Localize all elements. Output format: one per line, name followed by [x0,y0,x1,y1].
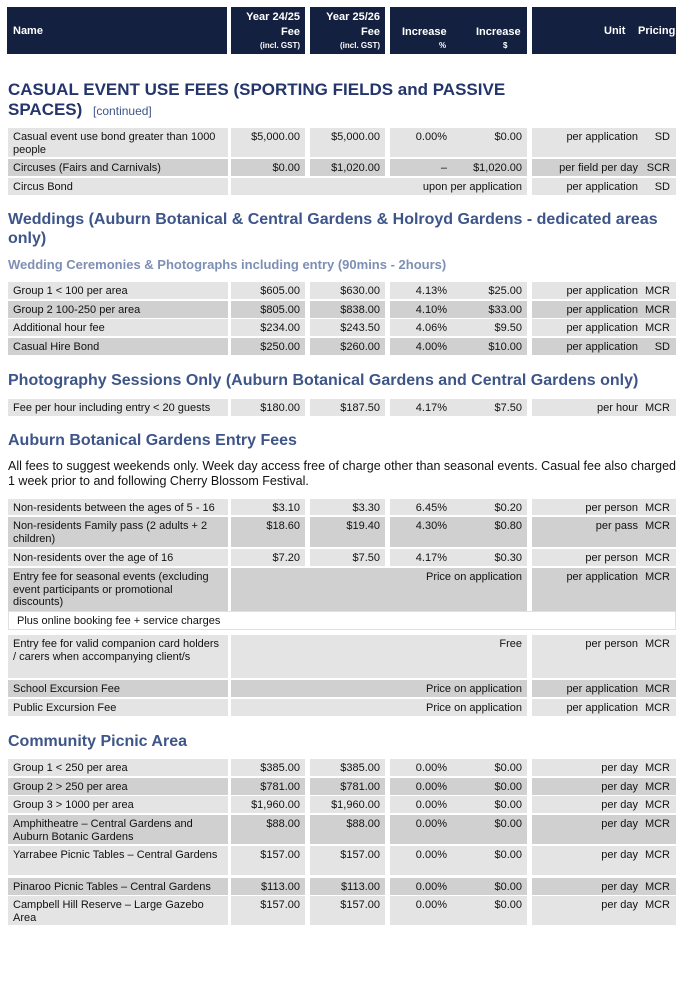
pricing-code: MCR [644,322,670,334]
unit-cell [532,778,676,795]
increase-pct: 4.13% [415,285,447,297]
pricing-code: MCR [644,799,670,811]
fee-2526-cell [310,796,385,813]
increase-pct: 0.00% [415,781,447,793]
header-name-cell [7,7,227,54]
fee-2425-cell [231,399,305,416]
fee-2526-cell [310,301,385,318]
row-name: Group 1 < 100 per area [13,285,128,297]
row-name: Group 1 < 250 per area [13,762,128,774]
fee-2526-cell [310,399,385,416]
fee-2425: $385.00 [260,762,300,774]
increase-cell [390,815,527,844]
pricing-code: MCR [644,849,670,861]
header-unit-cell [532,7,676,54]
fee-2425-cell [231,499,305,515]
name-cell [8,319,228,336]
fee-2425-cell [231,815,305,844]
unit-text: per person [585,552,638,564]
fee-2526-cell [310,549,385,566]
unit-cell [532,499,676,515]
unit-text: per application [566,181,638,193]
increase-cell [390,399,527,416]
unit-text: per application [566,571,638,583]
increase-pct: 4.06% [415,322,447,334]
unit-cell [532,878,676,895]
unit-text: per day [601,881,638,893]
row-name: Public Excursion Fee [13,702,117,714]
unit-text: per pass [595,520,638,532]
row-name: Casual Hire Bond [13,341,100,353]
unit-text: per day [601,849,638,861]
pricing-code: MCR [644,304,670,316]
unit-cell [532,159,676,176]
row-name: Circuses (Fairs and Carnivals) [13,162,161,174]
fee-2526: $781.00 [340,781,380,793]
increase-amt: $0.00 [494,818,522,830]
pricing-code: MCR [644,702,670,714]
unit-cell [532,128,676,157]
increase-cell [390,301,527,318]
fee-2526-cell [310,338,385,355]
fee-2425-cell [231,846,305,875]
increase-amt: $10.00 [488,341,522,353]
unit-cell [532,846,676,875]
increase-pct: 0.00% [415,818,447,830]
increase-pct: 4.00% [415,341,447,353]
unit-text: per application [566,702,638,714]
fee-2526: $1,960.00 [331,799,380,811]
unit-cell [532,896,676,925]
abg-booking-note-row [8,611,676,630]
increase-amt: $0.00 [494,881,522,893]
fee-2425: $157.00 [260,849,300,861]
increase-pct: 6.45% [415,502,447,514]
fee-2425-cell [231,338,305,355]
fee-2526: $7.50 [352,552,380,564]
weddings-section-title [8,210,678,248]
row-name: Fee per hour including entry < 20 guests [13,402,211,414]
row-name: Group 3 > 1000 per area [13,799,134,811]
unit-cell [532,338,676,355]
increase-amt: $0.00 [494,849,522,861]
unit-cell [532,635,676,678]
merged-fee-text: Price on application [425,702,522,714]
row-name: Yarrabee Picnic Tables – Central Gardens [13,849,218,861]
header-year2-line3: (incl. GST) [340,41,380,50]
row-name: Amphitheatre – Central Gardens and Auburn Botanic Gardens [13,818,193,843]
header-pricing: Pricing [638,25,676,37]
fee-2526: $5,000.00 [331,131,380,143]
fee-2425: $3.10 [272,502,300,514]
pricing-code: MCR [644,881,670,893]
fee-2526: $187.50 [340,402,380,414]
name-cell [8,878,228,895]
row-name: Entry fee for valid companion card holders / carers when accompanying client/s [13,638,220,663]
fee-2526-cell [310,846,385,875]
header-increase-amt-line2: $ [503,41,508,50]
fee-2526: $19.40 [346,520,380,532]
increase-cell [390,128,527,157]
fee-2425-cell [231,796,305,813]
fee-2526-cell [310,128,385,157]
name-cell [8,128,228,157]
name-cell [8,815,228,844]
fee-2526: $243.50 [340,322,380,334]
row-name: Group 2 100-250 per area [13,304,141,316]
picnic-section-title: Community Picnic Area [8,733,188,750]
fee-2425: $781.00 [260,781,300,793]
name-cell [8,549,228,566]
unit-cell [532,282,676,299]
unit-cell [532,815,676,844]
increase-cell [390,878,527,895]
header-year1-line2: Fee [281,26,300,38]
unit-text: per person [585,638,638,650]
increase-amt: $7.50 [494,402,522,414]
fee-2526-cell [310,517,385,547]
increase-amt: $0.00 [494,799,522,811]
fee-2425-cell [231,301,305,318]
name-cell [8,896,228,925]
increase-amt: $0.80 [494,520,522,532]
header-year2-cell [310,7,385,54]
fee-2425-cell [231,319,305,336]
unit-cell [532,796,676,813]
fee-2425-cell [231,549,305,566]
pricing-code: SCR [646,162,670,174]
abg-note [8,459,678,489]
increase-amt: $0.00 [494,899,522,911]
row-name: Pinaroo Picnic Tables – Central Gardens [13,881,211,893]
unit-cell [532,301,676,318]
fee-2425-cell [231,128,305,157]
unit-text: per application [566,683,638,695]
unit-text: per application [566,304,638,316]
row-name: Non-residents between the ages of 5 - 16 [13,502,215,514]
increase-pct: 0.00% [415,899,447,911]
unit-text: per day [601,781,638,793]
fee-2425-cell [231,759,305,776]
increase-pct: 4.17% [415,402,447,414]
merged-fee-text: Price on application [425,683,522,695]
fee-2526: $157.00 [340,899,380,911]
increase-cell [390,499,527,515]
header-increase-amt-line1: Increase [476,26,521,38]
increase-amt: $25.00 [488,285,522,297]
name-cell [8,568,228,611]
abg-note-line1: All fees to suggest weekends only. Week day access free of charge other than seasonal events. Casual fee also charged [8,459,676,473]
increase-pct: – [440,162,447,174]
fee-2526: $3.30 [352,502,380,514]
fee-2425: $7.20 [272,552,300,564]
unit-cell [532,568,676,611]
increase-cell [390,796,527,813]
name-cell [8,759,228,776]
fee-2526-cell [310,319,385,336]
row-name: Additional hour fee [13,322,105,334]
fee-2425-cell [231,896,305,925]
increase-amt: $0.30 [494,552,522,564]
unit-text: per day [601,762,638,774]
fee-2425: $605.00 [260,285,300,297]
increase-amt: $0.20 [494,502,522,514]
unit-text: per day [601,818,638,830]
fee-2425: $157.00 [260,899,300,911]
weddings-title-line1: Weddings (Auburn Botanical & Central Gardens & Holroyd Gardens - dedicated areas [8,211,658,228]
fee-2526: $113.00 [341,881,380,893]
abg-section-title: Auburn Botanical Gardens Entry Fees [8,432,297,449]
pricing-code: MCR [644,781,670,793]
fee-2425-cell [231,282,305,299]
abg-note-line2: 1 week prior to and following Cherry Blossom Festival. [8,474,309,488]
unit-cell [532,699,676,716]
fee-2526: $1,020.00 [331,162,380,174]
fee-2526-cell [310,815,385,844]
header-year2-line2: Fee [361,26,380,38]
name-cell [8,301,228,318]
row-name: Circus Bond [13,181,73,193]
increase-pct: 4.10% [415,304,447,316]
unit-text: per day [601,899,638,911]
header-increase-cell [390,7,527,54]
fee-2526-cell [310,878,385,895]
name-cell [8,338,228,355]
wedding-subheading: Wedding Ceremonies & Photographs including entry (90mins - 2hours) [8,257,447,272]
header-year1-line1: Year 24/25 [246,11,300,23]
fee-2526: $260.00 [340,341,380,353]
increase-pct: 0.00% [415,849,447,861]
fee-2526: $157.00 [340,849,380,861]
casual-title-line2: SPACES) [8,100,83,119]
increase-pct: 0.00% [415,799,447,811]
fee-2526-cell [310,896,385,925]
merged-fee-cell [231,680,527,697]
fee-2526: $838.00 [340,304,380,316]
name-cell [8,846,228,875]
unit-cell [532,517,676,547]
fee-2425-cell [231,517,305,547]
fee-2425: $805.00 [260,304,300,316]
unit-text: per application [566,131,638,143]
casual-title-line1: CASUAL EVENT USE FEES (SPORTING FIELDS and PASSIVE [8,80,506,99]
fee-2526: $88.00 [346,818,380,830]
name-cell [8,635,228,678]
pricing-code: MCR [644,402,670,414]
increase-cell [390,896,527,925]
increase-amt: $1,020.00 [473,162,522,174]
increase-cell [390,319,527,336]
pricing-code: MCR [644,818,670,830]
pricing-code: MCR [644,762,670,774]
fee-2425: $0.00 [272,162,300,174]
fee-2425: $5,000.00 [251,131,300,143]
row-name: School Excursion Fee [13,683,120,695]
row-name: Group 2 > 250 per area [13,781,128,793]
fee-2425: $250.00 [260,341,300,353]
pricing-code: MCR [644,520,670,532]
fee-2425: $180.00 [260,402,300,414]
header-increase-pct-line2: % [439,41,447,50]
merged-fee-text: upon per application [422,181,522,193]
name-cell [8,499,228,515]
fee-2425: $1,960.00 [251,799,300,811]
fee-2425: $234.00 [260,322,300,334]
header-increase-pct-line1: Increase [402,26,447,38]
fee-2425-cell [231,778,305,795]
fee-2526: $385.00 [340,762,380,774]
increase-pct: 0.00% [415,881,447,893]
name-cell [8,517,228,547]
casual-section-title [8,80,648,121]
pricing-code: SD [654,131,670,143]
fee-2425: $113.00 [261,881,300,893]
merged-fee-cell [231,178,527,195]
unit-text: per application [566,341,638,353]
name-cell [8,399,228,416]
increase-cell [390,282,527,299]
header-year1-line3: (incl. GST) [260,41,300,50]
increase-cell [390,846,527,875]
abg-booking-note: Plus online booking fee + service charges [17,615,221,627]
increase-pct: 0.00% [415,762,447,774]
pricing-code: MCR [644,899,670,911]
increase-cell [390,549,527,566]
pricing-code: MCR [644,638,670,650]
fee-2526-cell [310,759,385,776]
unit-text: per field per day [559,162,638,174]
pricing-code: MCR [644,552,670,564]
increase-cell [390,778,527,795]
row-name: Non-residents Family pass (2 adults + 2 children) [13,520,208,545]
merged-fee-text: Free [499,638,522,650]
unit-cell [532,319,676,336]
increase-cell [390,159,527,176]
header-year2-line1: Year 25/26 [326,11,380,23]
row-name: Entry fee for seasonal events (excluding event participants or promotional discounts) [13,571,209,608]
increase-amt: $0.00 [494,131,522,143]
unit-text: per hour [597,402,638,414]
merged-fee-text: Price on application [425,571,522,583]
fee-2526-cell [310,499,385,515]
name-cell [8,699,228,716]
pricing-code: MCR [644,502,670,514]
fee-2526-cell [310,778,385,795]
merged-fee-cell [231,635,527,678]
fee-2425-cell [231,159,305,176]
increase-amt: $0.00 [494,762,522,774]
pricing-code: SD [654,181,670,193]
unit-text: per day [601,799,638,811]
photography-section-title: Photography Sessions Only (Auburn Botanical Gardens and Central Gardens only) [8,372,639,389]
increase-pct: 0.00% [415,131,447,143]
merged-fee-cell [231,568,527,611]
increase-pct: 4.17% [415,552,447,564]
name-cell [8,796,228,813]
increase-amt: $0.00 [494,781,522,793]
fee-2526-cell [310,282,385,299]
fee-2425: $88.00 [266,818,300,830]
merged-fee-cell [231,699,527,716]
name-cell [8,778,228,795]
row-name: Casual event use bond greater than 1000 people [13,131,216,156]
name-cell [8,282,228,299]
header-unit: Unit [604,25,626,37]
increase-amt: $9.50 [494,322,522,334]
unit-cell [532,178,676,195]
name-cell [8,178,228,195]
fee-2425: $18.60 [266,520,300,532]
unit-text: per application [566,285,638,297]
pricing-code: SD [654,341,670,353]
pricing-code: MCR [644,683,670,695]
increase-pct: 4.30% [415,520,447,532]
name-cell [8,159,228,176]
unit-cell [532,759,676,776]
pricing-code: MCR [644,285,670,297]
fee-2526: $630.00 [340,285,380,297]
unit-text: per application [566,322,638,334]
header-name: Name [13,25,43,37]
unit-text: per person [585,502,638,514]
increase-cell [390,338,527,355]
casual-continued-label: [continued] [93,104,152,118]
pricing-code: MCR [644,571,670,583]
weddings-title-line2: only) [8,230,47,247]
name-cell [8,680,228,697]
fee-2425-cell [231,878,305,895]
fee-2526-cell [310,159,385,176]
increase-cell [390,759,527,776]
row-name: Campbell Hill Reserve – Large Gazebo Area [13,899,204,924]
unit-cell [532,549,676,566]
row-name: Non-residents over the age of 16 [13,552,174,564]
increase-cell [390,517,527,547]
unit-cell [532,680,676,697]
header-year1-cell [231,7,305,54]
increase-amt: $33.00 [488,304,522,316]
unit-cell [532,399,676,416]
